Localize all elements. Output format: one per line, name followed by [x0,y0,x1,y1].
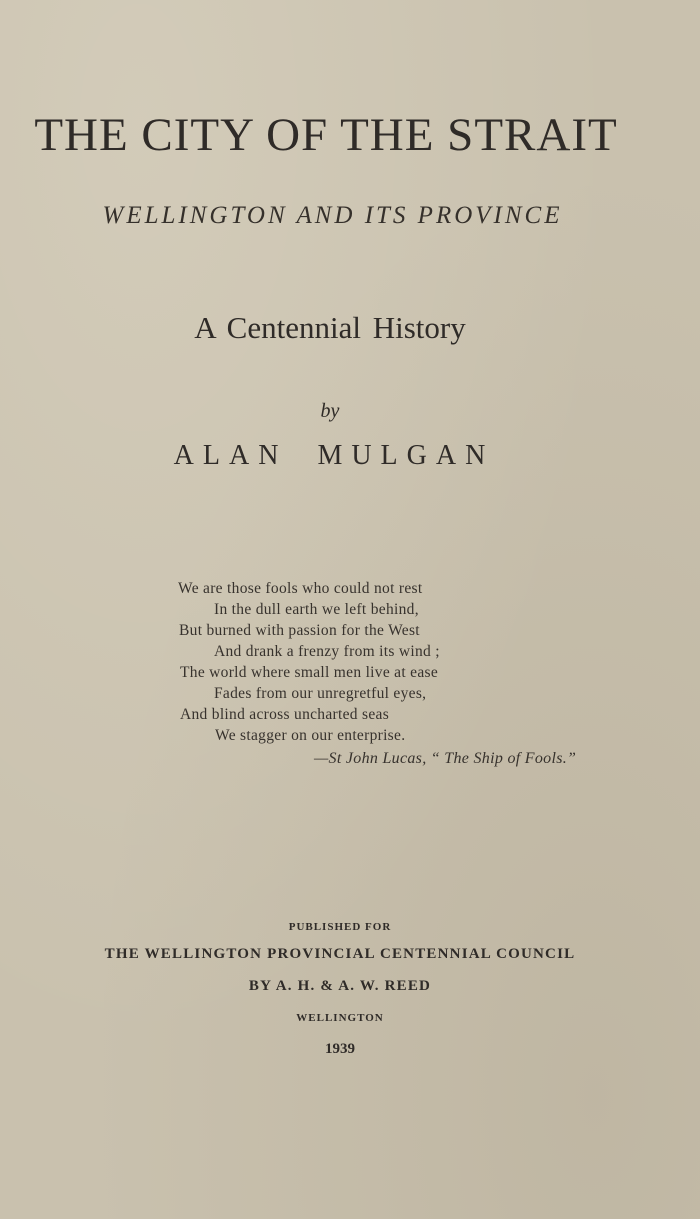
epigraph-line: In the dull earth we left behind, [214,601,419,618]
publisher-name: BY A. H. & A. W. REED [248,978,432,994]
author-name: ALAN MULGAN [173,440,495,471]
epigraph-attribution: —St John Lucas, “ The Ship of Fools.” [314,750,577,767]
book-title: THE CITY OF THE STRAIT [34,109,618,161]
book-subtitle: WELLINGTON AND ITS PROVINCE [102,202,563,229]
epigraph-line: But burned with passion for the West [179,622,420,639]
by-label: by [320,400,340,422]
book-description: A Centennial History [194,310,466,345]
epigraph-line: We stagger on our enterprise. [215,727,406,744]
epigraph-line: The world where small men live at ease [180,664,439,681]
published-for-label: PUBLISHED FOR [288,921,392,933]
publication-year: 1939 [325,1041,355,1057]
epigraph-line: Fades from our unregretful eyes, [214,685,427,702]
publication-city: WELLINGTON [296,1012,384,1024]
epigraph-line: And drank a frenzy from its wind ; [214,643,440,660]
epigraph-line: And blind across uncharted seas [180,706,390,723]
council-name: THE WELLINGTON PROVINCIAL CENTENNIAL COUNCIL [104,946,576,962]
epigraph-line: We are those fools who could not rest [178,580,423,597]
